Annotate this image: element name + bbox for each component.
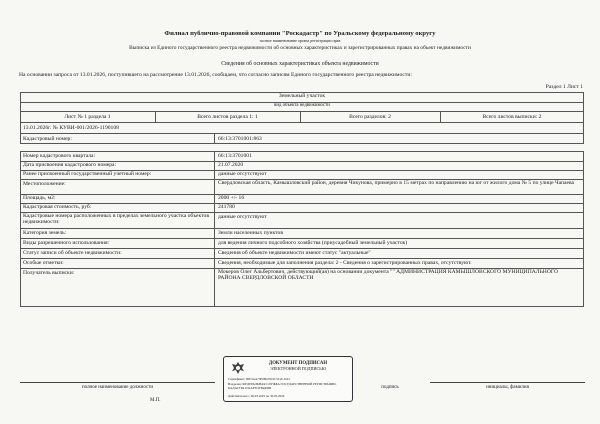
object-type: Земельный участок (278, 93, 326, 99)
stamp-valid: Действителен: с 06.03.2025 по 30.05.2026 (228, 394, 285, 398)
row-value: данные отсутствуют (218, 214, 267, 220)
row-label: Виды разрешенного использования: (23, 240, 110, 246)
row-label: Категория земель: (23, 230, 67, 236)
row-value: Сведения, необходимые для заполнения раздела: 2 - Сведения о зарегистрированных правах, отсутствуют. (218, 260, 472, 266)
sheet-label: Раздел 1 Лист 1 (545, 84, 583, 90)
initials-line (430, 382, 585, 383)
sheet-cell: Всего разделов: 2 (349, 114, 391, 120)
stamp-cert: Сертификат: 00E3AA73E0B67910C5C2C16C1 (228, 377, 291, 381)
divider (20, 194, 584, 195)
ref-number: 13.01.2026г. № КУВИ-001/2026-1190108 (23, 125, 119, 131)
divider (20, 258, 584, 259)
divider (214, 133, 215, 144)
e-signature-stamp (223, 356, 353, 402)
divider (20, 133, 584, 134)
divider (214, 151, 215, 307)
cadastral-label: Кадастровый номер: (23, 136, 72, 142)
divider (20, 238, 584, 239)
sheet-cell: Всего листов выписки: 2 (482, 114, 542, 120)
row-label: Местоположение: (23, 181, 66, 187)
divider (20, 122, 584, 123)
divider (20, 203, 584, 204)
cadastral-value: 66:13:3701001:863 (218, 136, 262, 142)
divider (20, 111, 584, 112)
sheet-cell: Всего листов раздела 1: 1 (197, 114, 258, 120)
row-value: 2000 +/- 16 (218, 195, 245, 201)
section-title: Сведения об основных характеристиках объекта недвижимости (221, 61, 379, 67)
org-caption: полное наименование органа регистрации прав (259, 38, 341, 43)
mp-mark: М.П. (150, 398, 161, 403)
initials-caption: инициалы, фамилия (486, 385, 529, 390)
row-label: Особые отметки: (23, 260, 64, 266)
org-name: Филиал публично-правовой компании "Роскадастр" по Уральскому федеральному округу (164, 30, 436, 37)
row-label: Площадь, м2: (23, 195, 56, 201)
extract-title: Выписка из Единого государственного реестра недвижимости об основных характеристиках и зарегистрированных правах на объект недвижимости (129, 45, 471, 51)
row-value: Мокеров Олег Альбертович, действующий(ая) на основании документа "" АДМИНИСТРАЦИЯ КАМЫШЛОВСКОГО МУНИЦИПАЛЬНОГО РАЙОНА СВЕРДЛОВСКОЙ ОБЛАСТИ (218, 269, 559, 282)
divider (20, 228, 584, 229)
row-label: Номер кадастрового квартала: (23, 153, 96, 159)
position-line (20, 382, 215, 383)
row-value: данные отсутствуют (218, 171, 267, 177)
eagle-emblem-icon (230, 360, 246, 376)
row-value: Земли населенных пунктов (218, 230, 283, 236)
row-value: 21.07.2020 (218, 162, 244, 168)
row-value: Сведения об объекте недвижимости имеют статус "актуальные" (218, 250, 371, 256)
stamp-subtitle: ЭЛЕКТРОННОЙ ПОДПИСЬЮ (269, 366, 327, 371)
row-value: Свердловская область, Камышловский район, деревня Чикунова, примерно в 15 метрах по направлению на юг от жилого дома № 5 по улице Чапаева (218, 180, 575, 186)
row-label: Статус записи об объекте недвижимости: (23, 250, 122, 256)
sheet-cell: Лист № 1 раздела 1 (64, 114, 111, 120)
row-value: 66:13:3701001 (218, 153, 252, 159)
signature-caption: подпись (381, 385, 399, 390)
request-text: На основании запроса от 13.01.2026, поступившего на рассмотрение 13.01.2026, сообщаем, что согласно записям Единого государственного реестра недвижимости: (19, 72, 412, 78)
row-value: для ведения личного подсобного хозяйства (приусадебный земельный участок) (218, 240, 408, 246)
row-label: Кадастровая стоимость, руб: (23, 204, 92, 210)
row-label: Ранее присвоенный государственный учетный номер: (23, 171, 152, 177)
stamp-owner: Владелец: ФЕДЕРАЛЬНАЯ СЛУЖБА ГОСУДАРСТВЕННОЙ РЕГИСТРАЦИИ, КАДАСТРА И КАРТОГРАФИИ (228, 382, 337, 390)
row-label: Кадастровые номера расположенных в пределах земельного участка объектов недвижимости: (23, 213, 209, 226)
position-caption: полное наименование должности (81, 385, 154, 390)
object-type-caption: вид объекта недвижимости (274, 103, 330, 108)
row-value: 241780 (218, 204, 235, 210)
row-label: Получатель выписки: (23, 270, 75, 276)
row-label: Дата присвоения кадастрового номера: (23, 162, 117, 168)
divider (20, 248, 584, 249)
stamp-title: ДОКУМЕНТ ПОДПИСАН (268, 361, 328, 366)
